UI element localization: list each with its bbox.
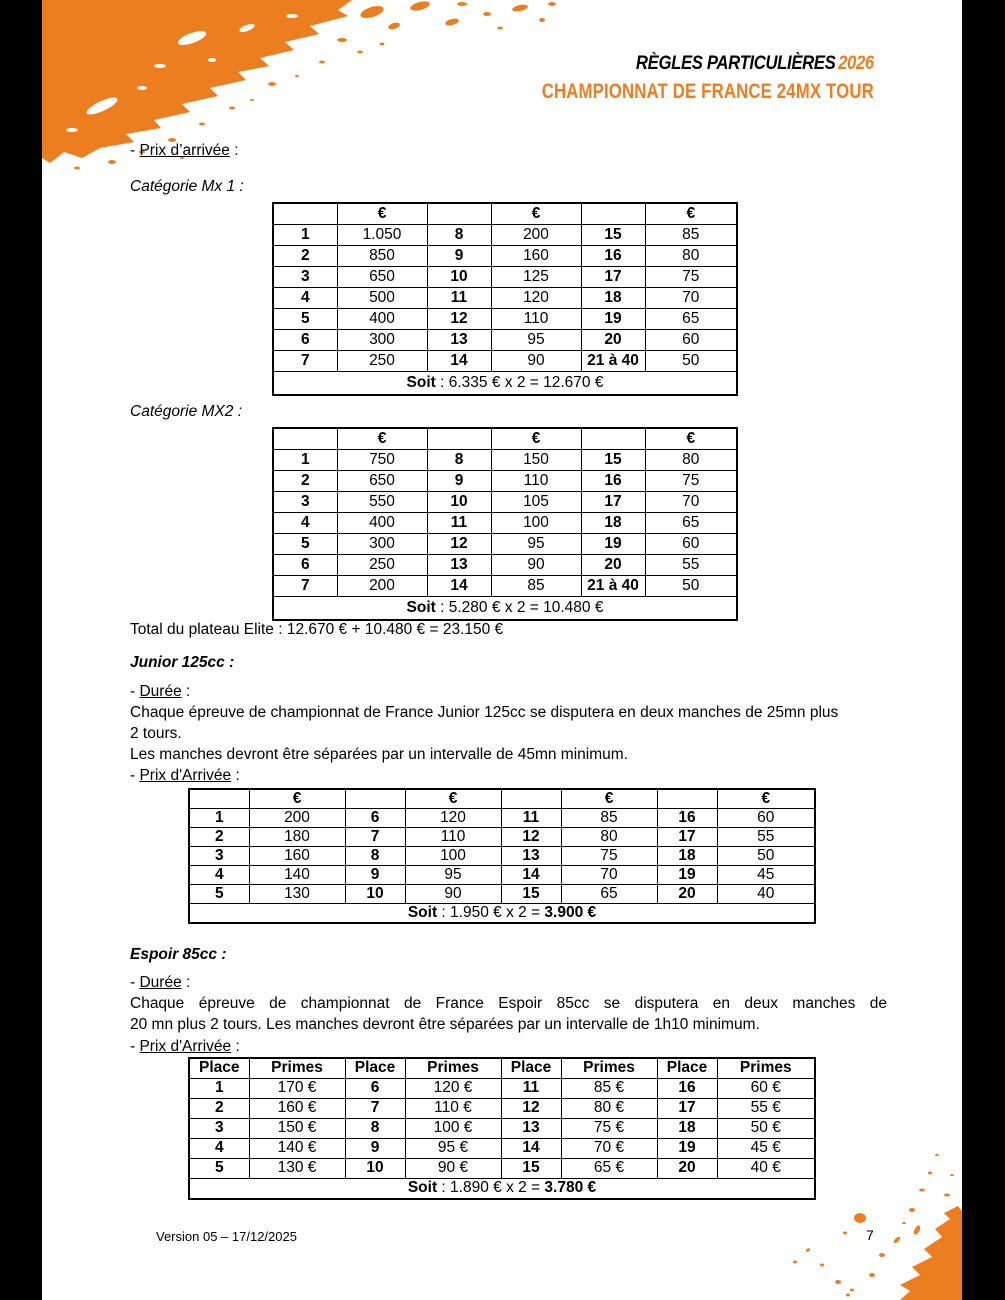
prize-cell: 200: [249, 809, 345, 828]
place-cell: 10: [427, 492, 491, 513]
elite-total-line: Total du plateau Elite : 12.670 € + 10.480 € = 23.150 €: [130, 621, 504, 638]
place-cell: 12: [427, 534, 491, 555]
place-cell: 9: [345, 866, 405, 885]
table-header-cell: [273, 428, 337, 450]
table-total-cell: [189, 1179, 815, 1200]
place-cell: 17: [581, 267, 645, 288]
table-header-row: [189, 1058, 815, 1079]
table-total-formula: : 1.890 € x 2 =: [437, 1179, 545, 1197]
place-cell: 1: [273, 225, 337, 246]
prize-cell: 65: [561, 885, 657, 904]
table-row: [273, 471, 737, 492]
prize-table-junior: [188, 788, 816, 924]
category-mx1-label: Catégorie Mx 1 :: [130, 178, 244, 195]
prize-cell: 150: [491, 450, 581, 471]
table-total-label: Soit: [407, 903, 438, 921]
table-header-cell: [273, 203, 337, 225]
paragraph-line: 2 tours.: [130, 725, 182, 742]
prize-cell: 100: [491, 513, 581, 534]
table-header-cell: €: [561, 789, 657, 809]
table-header-cell: Primes: [405, 1058, 501, 1079]
prize-cell: 95: [491, 534, 581, 555]
paragraph-line: 20 mn plus 2 tours. Les manches devront être séparées par un intervalle de 1h10 minimum.: [130, 1016, 760, 1033]
prize-cell: 110 €: [405, 1099, 501, 1119]
prize-cell: 55 €: [717, 1099, 815, 1119]
version-footer: Version 05 – 17/12/2025: [156, 1229, 297, 1244]
prize-cell: 100 €: [405, 1119, 501, 1139]
table-header-cell: [501, 789, 561, 809]
table-header-cell: €: [491, 428, 581, 450]
colon: :: [231, 767, 240, 784]
table-header-row: [189, 789, 815, 809]
table-header-cell: [427, 428, 491, 450]
espoir-paragraph: [130, 993, 890, 1035]
document-page: [42, 0, 962, 1300]
table-row: [189, 1139, 815, 1159]
table-header-cell: [581, 203, 645, 225]
table-row: [189, 1119, 815, 1139]
table-row: [273, 246, 737, 267]
table-header-cell: €: [337, 203, 427, 225]
prize-table-espoir: [188, 1057, 816, 1200]
prize-cell: 90 €: [405, 1159, 501, 1179]
table-header-cell: €: [717, 789, 815, 809]
prize-cell: 1.050: [337, 225, 427, 246]
page-number: 7: [866, 1227, 874, 1243]
table-header-cell: Primes: [561, 1058, 657, 1079]
table-row: [273, 309, 737, 330]
table-total-cell: [273, 597, 737, 621]
place-cell: 10: [345, 885, 405, 904]
prize-cell: 125: [491, 267, 581, 288]
table-total-row: [189, 904, 815, 924]
place-cell: 7: [273, 576, 337, 597]
place-cell: 1: [189, 1079, 249, 1099]
prize-cell: 60: [645, 330, 737, 351]
rules-title: [499, 53, 874, 75]
place-cell: 9: [427, 471, 491, 492]
place-cell: 15: [581, 225, 645, 246]
prize-cell: 60: [645, 534, 737, 555]
table-header-cell: [189, 789, 249, 809]
colon: :: [181, 974, 191, 991]
table-row: [189, 885, 815, 904]
place-cell: 18: [581, 288, 645, 309]
table-header-cell: €: [405, 789, 501, 809]
prize-cell: 120: [405, 809, 501, 828]
prize-cell: 150 €: [249, 1119, 345, 1139]
prize-cell: 120: [491, 288, 581, 309]
table-total-formula: : 6.335 € x 2 = 12.670 €: [435, 373, 604, 391]
place-cell: 15: [581, 450, 645, 471]
place-cell: 4: [273, 513, 337, 534]
table-total-cell: [273, 372, 737, 396]
place-cell: 6: [273, 330, 337, 351]
prize-cell: 80: [645, 246, 737, 267]
prize-cell: 120 €: [405, 1079, 501, 1099]
place-cell: 9: [345, 1139, 405, 1159]
prize-cell: 60 €: [717, 1079, 815, 1099]
place-cell: 6: [273, 555, 337, 576]
prize-cell: 110: [405, 828, 501, 847]
prize-cell: 100: [405, 847, 501, 866]
place-cell: 2: [189, 1099, 249, 1119]
prix-arrivee-line: [130, 141, 239, 161]
place-cell: 14: [427, 351, 491, 372]
dash: -: [130, 683, 140, 700]
table-header-cell: €: [645, 428, 737, 450]
place-cell: 16: [657, 809, 717, 828]
prize-cell: 160 €: [249, 1099, 345, 1119]
prize-cell: 200: [337, 576, 427, 597]
place-cell: 2: [273, 246, 337, 267]
table-total-label: Soit: [406, 373, 436, 391]
place-cell: 13: [501, 847, 561, 866]
prize-cell: 650: [337, 267, 427, 288]
prize-cell: 650: [337, 471, 427, 492]
place-cell: 12: [501, 1099, 561, 1119]
espoir-prix-line: [130, 1037, 240, 1057]
espoir-heading: Espoir 85cc :: [130, 946, 227, 963]
prix-arrivee-label: Prix d'Arrivée: [139, 767, 232, 784]
place-cell: 8: [427, 450, 491, 471]
table-header-cell: Place: [657, 1058, 717, 1079]
place-cell: 7: [345, 828, 405, 847]
place-cell: 5: [273, 534, 337, 555]
prize-cell: 500: [337, 288, 427, 309]
place-cell: 16: [657, 1079, 717, 1099]
duree-label: Durée: [139, 974, 182, 991]
place-cell: 11: [501, 809, 561, 828]
prize-cell: 90: [405, 885, 501, 904]
prize-cell: 40: [717, 885, 815, 904]
category-mx2-label: Catégorie MX2 :: [130, 403, 242, 420]
table-row: [273, 492, 737, 513]
prize-cell: 85 €: [561, 1079, 657, 1099]
colon: :: [231, 1038, 240, 1055]
place-cell: 10: [345, 1159, 405, 1179]
prize-cell: 80: [561, 828, 657, 847]
junior-paragraph: [130, 702, 890, 765]
prize-cell: 40 €: [717, 1159, 815, 1179]
table-total-formula: : 1.950 € x 2 =: [437, 903, 545, 921]
place-cell: 1: [273, 450, 337, 471]
place-cell: 8: [345, 1119, 405, 1139]
prize-cell: 70 €: [561, 1139, 657, 1159]
table-header-cell: €: [337, 428, 427, 450]
table-header-row: [273, 203, 737, 225]
prize-cell: 95: [405, 866, 501, 885]
table-row: [189, 828, 815, 847]
place-cell: 15: [501, 885, 561, 904]
junior-duree-line: [130, 682, 190, 702]
prize-cell: 250: [337, 555, 427, 576]
table-header-cell: [657, 789, 717, 809]
prize-cell: 250: [337, 351, 427, 372]
table-row: [189, 1159, 815, 1179]
dash: -: [130, 974, 140, 991]
colon: :: [181, 683, 191, 700]
paragraph-line: Les manches devront être séparées par un intervalle de 45mn minimum.: [130, 746, 628, 763]
paragraph-line: Chaque épreuve de championnat de France Junior 125cc se disputera en deux manches de 25mn plus: [130, 704, 839, 721]
prize-cell: 65 €: [561, 1159, 657, 1179]
dash: -: [130, 142, 140, 159]
place-cell: 4: [273, 288, 337, 309]
table-row: [189, 809, 815, 828]
place-cell: 11: [427, 288, 491, 309]
place-cell: 3: [189, 1119, 249, 1139]
place-cell: 19: [657, 866, 717, 885]
place-cell: 8: [427, 225, 491, 246]
prize-cell: 60: [717, 809, 815, 828]
prize-cell: 50: [717, 847, 815, 866]
table-row: [273, 555, 737, 576]
place-cell: 18: [657, 847, 717, 866]
espoir-duree-line: [130, 973, 190, 993]
place-cell: 20: [657, 1159, 717, 1179]
place-cell: 3: [273, 267, 337, 288]
prize-cell: 55: [645, 555, 737, 576]
place-cell: 5: [189, 885, 249, 904]
place-cell: 17: [581, 492, 645, 513]
prize-cell: 300: [337, 330, 427, 351]
prize-cell: 75 €: [561, 1119, 657, 1139]
prize-cell: 85: [561, 809, 657, 828]
table-header-cell: Place: [189, 1058, 249, 1079]
table-row: [273, 513, 737, 534]
prize-cell: 105: [491, 492, 581, 513]
table-row: [189, 847, 815, 866]
prize-cell: 95 €: [405, 1139, 501, 1159]
prize-cell: 80: [645, 450, 737, 471]
table-row: [189, 866, 815, 885]
table-row: [189, 1079, 815, 1099]
prize-cell: 850: [337, 246, 427, 267]
table-header-cell: €: [645, 203, 737, 225]
prize-cell: 400: [337, 513, 427, 534]
table-header-cell: Place: [345, 1058, 405, 1079]
place-cell: 2: [273, 471, 337, 492]
prize-cell: 75: [561, 847, 657, 866]
place-cell: 21 à 40: [581, 576, 645, 597]
place-cell: 11: [501, 1079, 561, 1099]
place-cell: 17: [657, 828, 717, 847]
table-row: [273, 450, 737, 471]
prize-table-mx1: [272, 202, 738, 396]
place-cell: 7: [273, 351, 337, 372]
place-cell: 14: [501, 866, 561, 885]
place-cell: 11: [427, 513, 491, 534]
prix-arrivee-label: Prix d'Arrivée: [139, 1038, 232, 1055]
place-cell: 13: [501, 1119, 561, 1139]
place-cell: 12: [427, 309, 491, 330]
prize-cell: 95: [491, 330, 581, 351]
prize-cell: 45 €: [717, 1139, 815, 1159]
prize-cell: 160: [491, 246, 581, 267]
prize-cell: 130 €: [249, 1159, 345, 1179]
prize-cell: 110: [491, 309, 581, 330]
place-cell: 5: [189, 1159, 249, 1179]
place-cell: 14: [501, 1139, 561, 1159]
prize-cell: 180: [249, 828, 345, 847]
prize-cell: 300: [337, 534, 427, 555]
table-header-cell: Place: [501, 1058, 561, 1079]
prize-cell: 80 €: [561, 1099, 657, 1119]
table-total-label: Soit: [406, 598, 436, 616]
place-cell: 21 à 40: [581, 351, 645, 372]
table-total-cell: [189, 904, 815, 924]
table-row: [273, 576, 737, 597]
place-cell: 20: [581, 330, 645, 351]
rules-title-year: 2026: [838, 53, 874, 74]
prize-cell: 90: [491, 351, 581, 372]
table-total-formula: : 5.280 € x 2 = 10.480 €: [435, 598, 604, 616]
table-header-row: [273, 428, 737, 450]
place-cell: 20: [657, 885, 717, 904]
prize-cell: 90: [491, 555, 581, 576]
dash: -: [130, 767, 140, 784]
prize-cell: 50 €: [717, 1119, 815, 1139]
prix-arrivee-label: Prix d’arrivée: [139, 142, 230, 159]
prize-cell: 75: [645, 267, 737, 288]
table-header-cell: Primes: [717, 1058, 815, 1079]
prize-cell: 50: [645, 576, 737, 597]
prize-cell: 110: [491, 471, 581, 492]
prize-cell: 170 €: [249, 1079, 345, 1099]
place-cell: 16: [581, 471, 645, 492]
document-header: [448, 53, 874, 104]
prize-cell: 140 €: [249, 1139, 345, 1159]
table-header-cell: Primes: [249, 1058, 345, 1079]
junior-prix-line: [130, 766, 240, 786]
prize-cell: 130: [249, 885, 345, 904]
table-header-cell: [427, 203, 491, 225]
table-header-cell: [345, 789, 405, 809]
prize-cell: 70: [645, 492, 737, 513]
place-cell: 13: [427, 330, 491, 351]
table-row: [273, 225, 737, 246]
place-cell: 18: [657, 1119, 717, 1139]
place-cell: 1: [189, 809, 249, 828]
place-cell: 12: [501, 828, 561, 847]
place-cell: 20: [581, 555, 645, 576]
table-row: [273, 534, 737, 555]
table-header-cell: [581, 428, 645, 450]
place-cell: 9: [427, 246, 491, 267]
junior-heading: Junior 125cc :: [130, 654, 235, 671]
table-total-row: [273, 372, 737, 396]
prize-cell: 750: [337, 450, 427, 471]
prize-cell: 50: [645, 351, 737, 372]
championship-subtitle: CHAMPIONNAT DE FRANCE 24MX TOUR: [541, 79, 874, 103]
place-cell: 17: [657, 1099, 717, 1119]
colon: :: [229, 142, 239, 159]
prize-cell: 140: [249, 866, 345, 885]
place-cell: 2: [189, 828, 249, 847]
place-cell: 4: [189, 866, 249, 885]
table-total-row: [273, 597, 737, 621]
table-header-cell: €: [249, 789, 345, 809]
place-cell: 4: [189, 1139, 249, 1159]
duree-label: Durée: [139, 683, 182, 700]
place-cell: 3: [189, 847, 249, 866]
dash: -: [130, 1038, 140, 1055]
prize-cell: 55: [717, 828, 815, 847]
place-cell: 5: [273, 309, 337, 330]
place-cell: 7: [345, 1099, 405, 1119]
table-row: [273, 288, 737, 309]
place-cell: 15: [501, 1159, 561, 1179]
table-total-row: [189, 1179, 815, 1200]
place-cell: 3: [273, 492, 337, 513]
prize-cell: 85: [491, 576, 581, 597]
paint-splatter-bottom-right: [762, 1115, 962, 1300]
place-cell: 19: [581, 534, 645, 555]
table-header-cell: €: [491, 203, 581, 225]
place-cell: 6: [345, 1079, 405, 1099]
place-cell: 18: [581, 513, 645, 534]
prize-cell: 85: [645, 225, 737, 246]
place-cell: 19: [657, 1139, 717, 1159]
table-row: [189, 1099, 815, 1119]
place-cell: 10: [427, 267, 491, 288]
table-row: [273, 330, 737, 351]
table-total-label: Soit: [407, 1179, 438, 1197]
prize-cell: 400: [337, 309, 427, 330]
prize-table-mx2: [272, 427, 738, 621]
prize-cell: 65: [645, 309, 737, 330]
prize-cell: 550: [337, 492, 427, 513]
place-cell: 6: [345, 809, 405, 828]
place-cell: 14: [427, 576, 491, 597]
prize-cell: 160: [249, 847, 345, 866]
table-row: [273, 351, 737, 372]
place-cell: 19: [581, 309, 645, 330]
prize-cell: 65: [645, 513, 737, 534]
prize-cell: 200: [491, 225, 581, 246]
table-total-amount: 3.780 €: [544, 1179, 597, 1197]
table-row: [273, 267, 737, 288]
place-cell: 13: [427, 555, 491, 576]
prize-cell: 75: [645, 471, 737, 492]
table-total-amount: 3.900 €: [544, 903, 597, 921]
prize-cell: 70: [645, 288, 737, 309]
prize-cell: 45: [717, 866, 815, 885]
paragraph-line: Chaque épreuve de championnat de France Espoir 85cc se disputera en deux manches de: [130, 995, 887, 1012]
place-cell: 8: [345, 847, 405, 866]
place-cell: 16: [581, 246, 645, 267]
rules-title-text: RÈGLES PARTICULIÈRES: [636, 53, 836, 74]
prize-cell: 70: [561, 866, 657, 885]
